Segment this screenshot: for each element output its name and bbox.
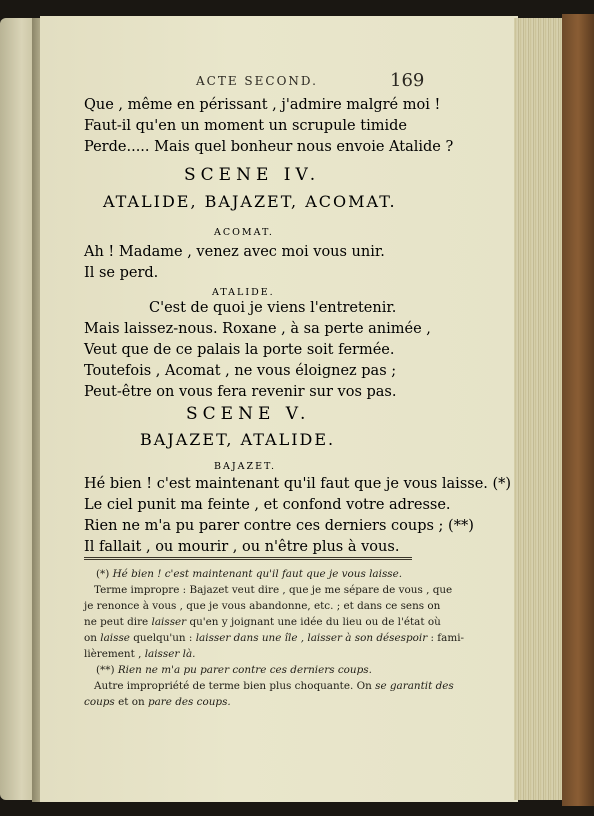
- footnote-rule: [84, 557, 412, 560]
- scene-v-title: SCENE V.: [186, 404, 311, 424]
- verse-line: Le ciel punit ma feinte , et confond votre adresse.: [84, 497, 451, 513]
- facing-page-edge: [0, 18, 36, 800]
- footnote-text: Terme impropre : Bajazet veut dire , que je me sépare de vous , que: [94, 584, 453, 596]
- verse-line: Hé bien ! c'est maintenant qu'il faut que je vous laisse. (*): [84, 476, 512, 492]
- verse-line: Veut que de ce palais la porte soit fermée.: [84, 342, 395, 358]
- verse-line: Mais laissez-nous. Roxane , à sa perte animée ,: [84, 321, 431, 337]
- page-edges: [514, 18, 566, 800]
- running-title: ACTE SECOND.: [196, 74, 318, 88]
- page-number: 169: [390, 70, 425, 91]
- verse-line: Perde..... Mais quel bonheur nous envoie Atalide ?: [84, 139, 454, 155]
- footnote-text: Autre impropriété de terme bien plus choquante. On se garantit des: [94, 680, 454, 692]
- verse-line: Faut-il qu'en un moment un scrupule timide: [84, 118, 407, 134]
- footnote-text: coups et on pare des coups.: [84, 696, 231, 708]
- speaker-name: ATALIDE.: [212, 287, 275, 298]
- scene-iv-title: SCENE IV.: [184, 165, 321, 185]
- footnote-text: lièrement , laisser là.: [84, 648, 196, 660]
- footnote-text: je renonce à vous , que je vous abandonne, etc. ; et dans ce sens on: [84, 600, 441, 612]
- book-cover-edge: [562, 14, 594, 806]
- verse-line: Il fallait , ou mourir , ou n'être plus à vous.: [84, 539, 400, 555]
- verse-line: Peut-être on vous fera revenir sur vos pas.: [84, 384, 397, 400]
- footnote-heading: (*) Hé bien ! c'est maintenant qu'il faut que je vous laisse.: [96, 568, 403, 580]
- verse-line: Que , même en périssant , j'admire malgré moi !: [84, 97, 441, 113]
- scene-iv-cast: ATALIDE, BAJAZET, ACOMAT.: [103, 192, 397, 211]
- verse-line: Toutefois , Acomat , ne vous éloignez pas ;: [84, 363, 397, 379]
- speaker-name: BAJAZET.: [214, 461, 277, 472]
- footnote-text: ne peut dire laisser qu'en y joignant une idée du lieu ou de l'état où: [84, 616, 441, 628]
- verse-line: Ah ! Madame , venez avec moi vous unir.: [84, 244, 385, 260]
- footnote-heading: (**) Rien ne m'a pu parer contre ces derniers coups.: [96, 664, 372, 676]
- scene-v-cast: BAJAZET, ATALIDE.: [140, 430, 336, 449]
- speaker-name: ACOMAT.: [214, 227, 274, 238]
- verse-line: C'est de quoi je viens l'entretenir.: [149, 300, 397, 316]
- verse-line: Il se perd.: [84, 265, 159, 281]
- verse-line: Rien ne m'a pu parer contre ces derniers coups ; (**): [84, 518, 474, 534]
- footnote-text: on laisse quelqu'un : laisser dans une île , laisser à son désespoir : fami-: [84, 632, 465, 644]
